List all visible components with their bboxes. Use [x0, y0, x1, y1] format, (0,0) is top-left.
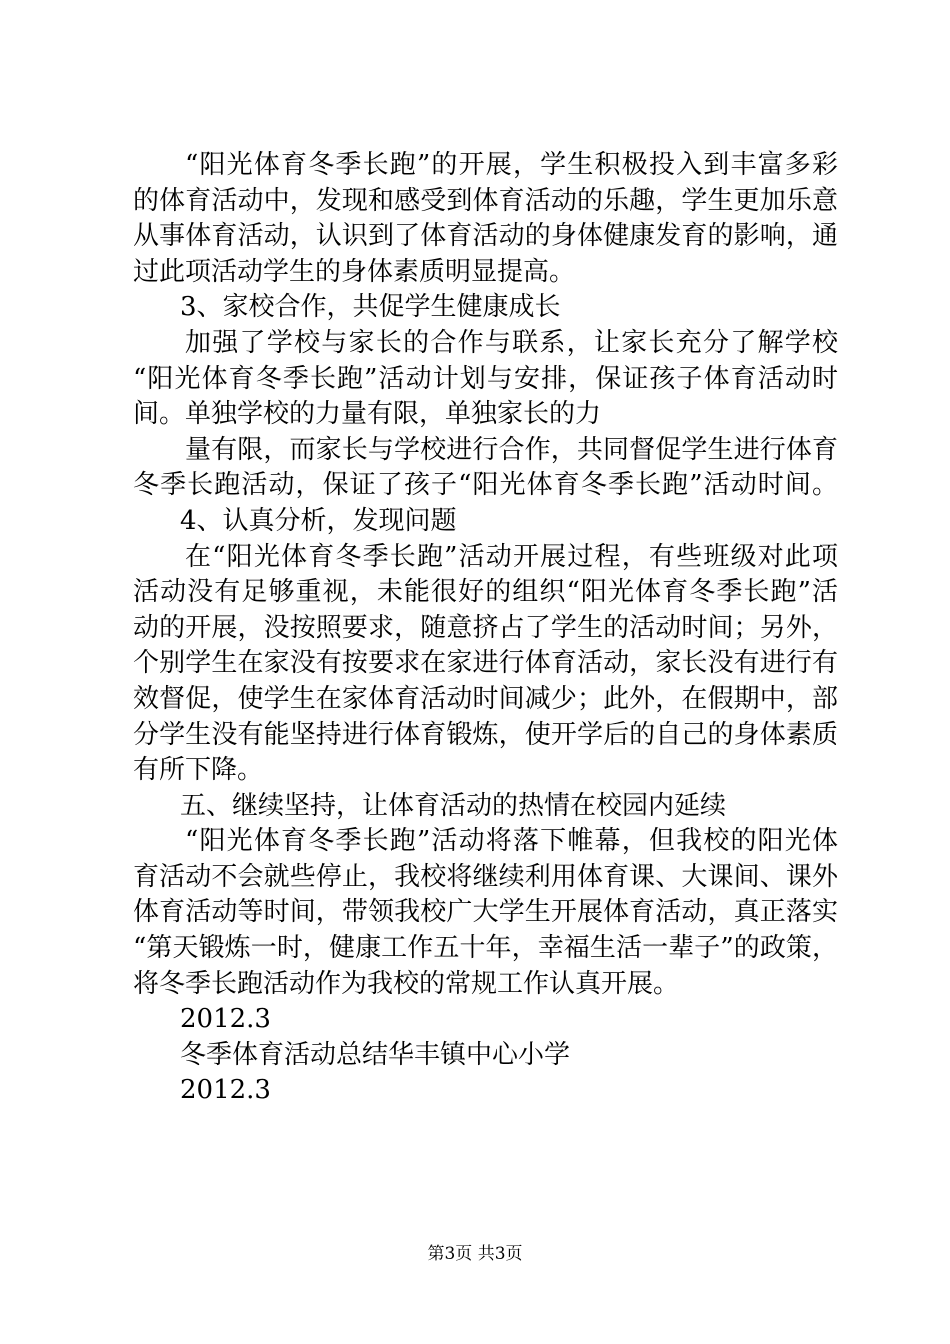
- paragraph-line: 效督促，使学生在家体育活动时间减少；此外，在假期中，部: [133, 683, 838, 714]
- paragraph-line: 分学生没有能坚持进行体育锻炼，使开学后的自己的身体素质: [133, 719, 838, 750]
- document-title-line: 冬季体育活动总结华丰镇中心小学: [180, 1039, 571, 1070]
- paragraph-line: 在“阳光体育冬季长跑”活动开展过程，有些班级对此项: [185, 541, 838, 572]
- paragraph-line: 个别学生在家没有按要求在家进行体育活动，家长没有进行有: [133, 648, 838, 679]
- paragraph-line: 育活动不会就些停止，我校将继续利用体育课、大课间、课外: [133, 861, 838, 892]
- paragraph-line: “第天锻炼一时，健康工作五十年，幸福生活一辈子”的政策，: [133, 933, 838, 964]
- paragraph-line: “阳光体育冬季长跑”活动将落下帷幕，但我校的阳光体: [185, 826, 838, 857]
- paragraph-line: 有所下降。: [133, 755, 264, 786]
- paragraph-line: 的体育活动中，发现和感受到体育活动的乐趣，学生更加乐意: [133, 185, 838, 216]
- paragraph-line: 冬季长跑活动，保证了孩子“阳光体育冬季长跑”活动时间。: [133, 470, 838, 501]
- paragraph-line: 加强了学校与家长的合作与联系，让家长充分了解学校: [185, 327, 838, 358]
- section-heading: 3、家校合作，共促学生健康成长: [180, 292, 561, 323]
- paragraph-line: 间。单独学校的力量有限，单独家长的力: [133, 399, 602, 430]
- paragraph-line: 动的开展，没按照要求，随意挤占了学生的活动时间；另外，: [133, 612, 838, 643]
- date-line: 2012.3: [180, 1004, 271, 1035]
- paragraph-line: 从事体育活动，认识到了体育活动的身体健康发育的影响，通: [133, 221, 838, 252]
- section-heading: 4、认真分析，发现问题: [180, 505, 457, 536]
- paragraph-line: 体育活动等时间，带领我校广大学生开展体育活动，真正落实: [133, 897, 838, 928]
- paragraph-line: 活动没有足够重视，未能很好的组织“阳光体育冬季长跑”活: [133, 577, 838, 608]
- paragraph-line: “阳光体育冬季长跑”的开展，学生积极投入到丰富多彩: [185, 150, 838, 180]
- page-number-footer: 第3页 共3页: [427, 1244, 523, 1264]
- paragraph-line: 将冬季长跑活动作为我校的常规工作认真开展。: [133, 968, 680, 999]
- paragraph-line: “阳光体育冬季长跑”活动计划与安排，保证孩子体育活动时: [133, 363, 838, 394]
- date-line: 2012.3: [180, 1075, 271, 1106]
- paragraph-line: 量有限，而家长与学校进行合作，共同督促学生进行体育: [185, 434, 838, 465]
- section-heading: 五、继续坚持，让体育活动的热情在校园内延续: [180, 790, 727, 821]
- document-body: [133, 148, 838, 1109]
- paragraph-line: 过此项活动学生的身体素质明显提高。: [133, 256, 576, 287]
